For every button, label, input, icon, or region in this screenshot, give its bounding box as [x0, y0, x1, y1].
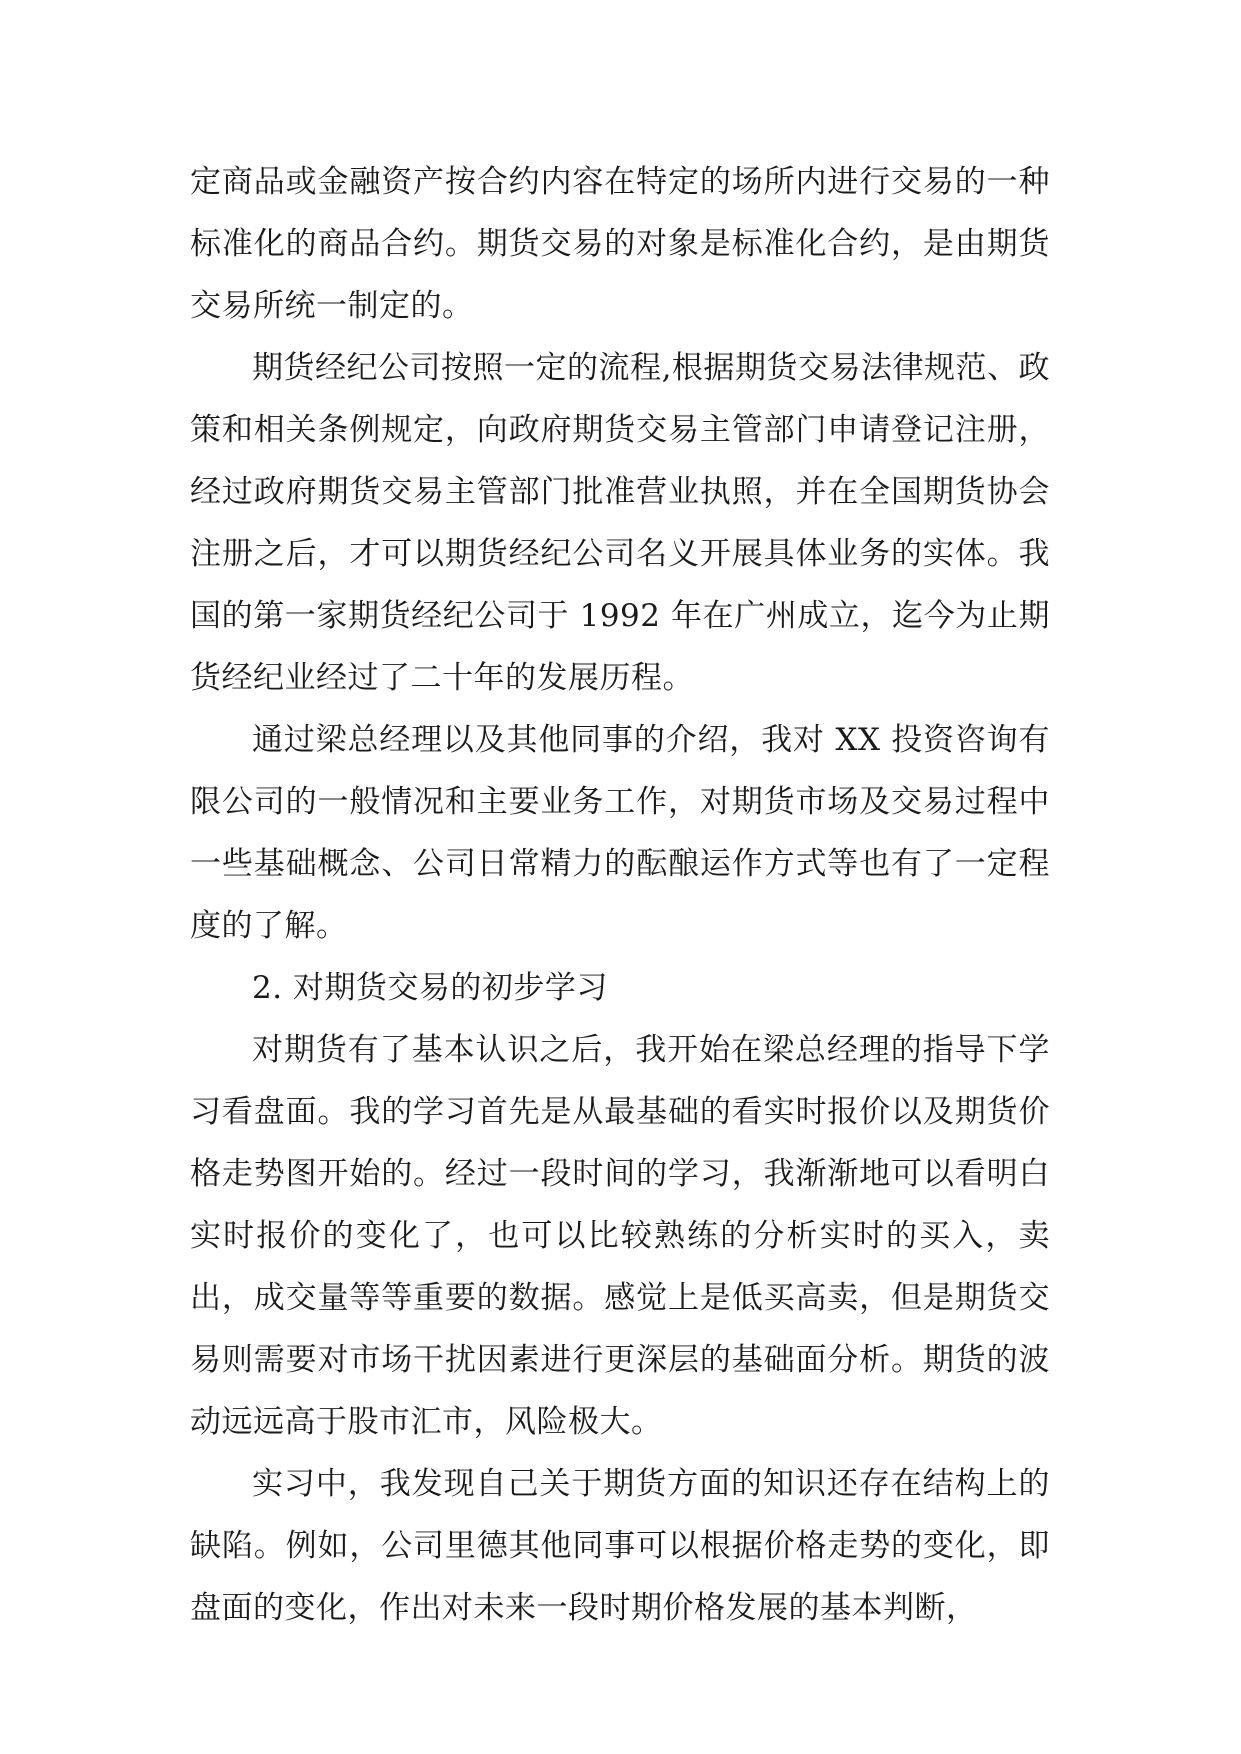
- paragraph-3: 通过梁总经理以及其他同事的介绍，我对 XX 投资咨询有限公司的一般情况和主要业务工作，对期货市场及交易过程中一些基础概念、公司日常精力的酝酿运作方式等也有了一定程度的了解。: [190, 722, 1050, 944]
- document-body: [190, 151, 1050, 1639]
- paragraph-4: 对期货有了基本认识之后，我开始在梁总经理的指导下学习看盘面。我的学习首先是从最基础的看实时报价以及期货价格走势图开始的。经过一段时间的学习，我渐渐地可以看明白实时报价的变化了，也可以比较熟练的分析实时的买入，卖出，成交量等等重要的数据。感觉上是低买高卖，但是期货交易则需要对市场干扰因素进行更深层的基础面分析。期货的波动远远高于股市汇市，风险极大。: [190, 1032, 1050, 1440]
- paragraph-2: 期货经纪公司按照一定的流程,根据期货交易法律规范、政策和相关条例规定，向政府期货交易主管部门申请登记注册，经过政府期货交易主管部门批准营业执照，并在全国期货协会注册之后，才可以期货经纪公司名义开展具体业务的实体。我国的第一家期货经纪公司于 1992 年在广州成立，迄今为止期货经纪业经过了二十年的发展历程。: [190, 350, 1050, 696]
- section-heading: 2. 对期货交易的初步学习: [252, 970, 608, 1006]
- paragraph-1: 定商品或金融资产按合约内容在特定的场所内进行交易的一种标准化的商品合约。期货交易的对象是标准化合约，是由期货交易所统一制定的。: [190, 164, 1050, 324]
- paragraph-5: 实习中，我发现自己关于期货方面的知识还存在结构上的缺陷。例如，公司里德其他同事可以根据价格走势的变化，即盘面的变化，作出对未来一段时期价格发展的基本判断，: [190, 1466, 1050, 1626]
